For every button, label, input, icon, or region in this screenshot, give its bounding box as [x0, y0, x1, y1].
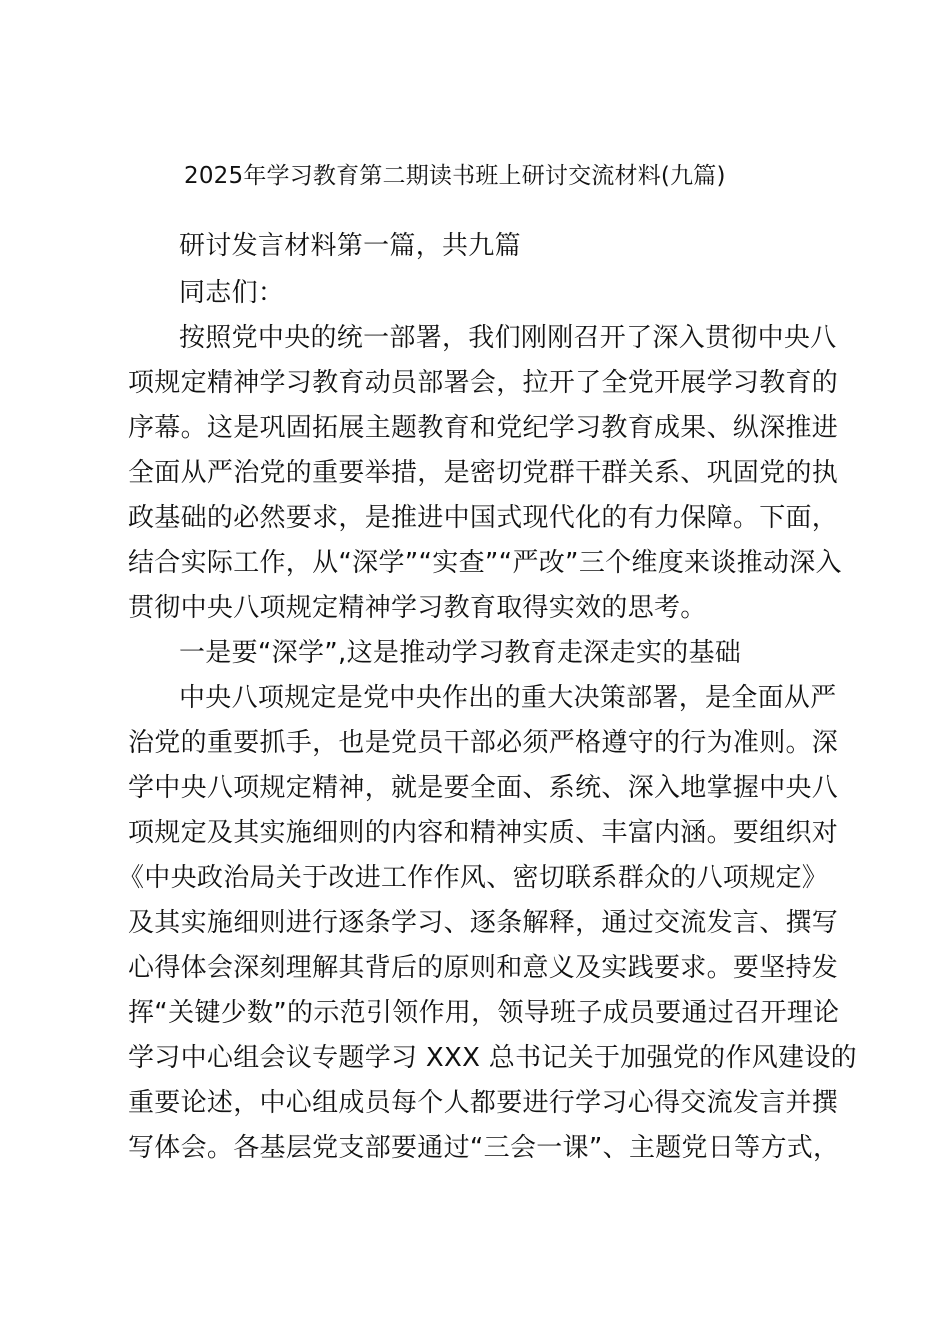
paragraph-line: 心得体会深刻理解其背后的原则和意义及实践要求。要坚持发 [128, 953, 839, 983]
paragraph-line: 项规定精神学习教育动员部署会，拉开了全党开展学习教育的 [128, 368, 839, 398]
section-heading: 一是要“深学”,这是推动学习教育走深走实的基础 [179, 638, 742, 668]
paragraph-line: 序幕。这是巩固拓展主题教育和党纪学习教育成果、纵深推进 [128, 413, 839, 443]
paragraph-line: 政基础的必然要求，是推进中国式现代化的有力保障。下面， [128, 503, 839, 533]
paragraph-line: 写体会。各基层党支部要通过“三会一课”、主题党日等方式， [128, 1133, 840, 1163]
paragraph-line: 结合实际工作，从“深学”“实查”“严改”三个维度来谈推动深入 [128, 548, 842, 578]
paragraph-line: 重要论述，中心组成员每个人都要进行学习心得交流发言并撰 [128, 1088, 839, 1118]
paragraph-line: 中央八项规定是党中央作出的重大决策部署，是全面从严 [179, 683, 837, 713]
paragraph-line: 全面从严治党的重要举措，是密切党群干群关系、巩固党的执 [128, 458, 839, 488]
paragraph-line: 学中央八项规定精神，就是要全面、系统、深入地掌握中央八 [128, 773, 839, 803]
paragraph-line: 治党的重要抓手，也是党员干部必须严格遵守的行为准则。深 [128, 728, 839, 758]
paragraph-line: 《中央政治局关于改进工作作风、密切联系群众的八项规定》 [118, 863, 829, 893]
document-title: 2025年学习教育第二期读书班上研讨交流材料(九篇) [184, 163, 726, 189]
paragraph-line: 贯彻中央八项规定精神学习教育取得实效的思考。 [128, 593, 707, 623]
paragraph-line: 项规定及其实施细则的内容和精神实质、丰富内涵。要组织对 [128, 818, 839, 848]
document-subtitle: 研讨发言材料第一篇，共九篇 [179, 231, 521, 261]
paragraph-line: 挥“关键少数”的示范引领作用，领导班子成员要通过召开理论 [128, 998, 840, 1028]
salutation: 同志们： [179, 278, 285, 308]
paragraph-line: 及其实施细则进行逐条学习、逐条解释，通过交流发言、撰写 [128, 908, 839, 938]
paragraph-line: 按照党中央的统一部署，我们刚刚召开了深入贯彻中央八 [179, 323, 837, 353]
paragraph-line: 学习中心组会议专题学习 XXX 总书记关于加强党的作风建设的 [128, 1043, 857, 1073]
